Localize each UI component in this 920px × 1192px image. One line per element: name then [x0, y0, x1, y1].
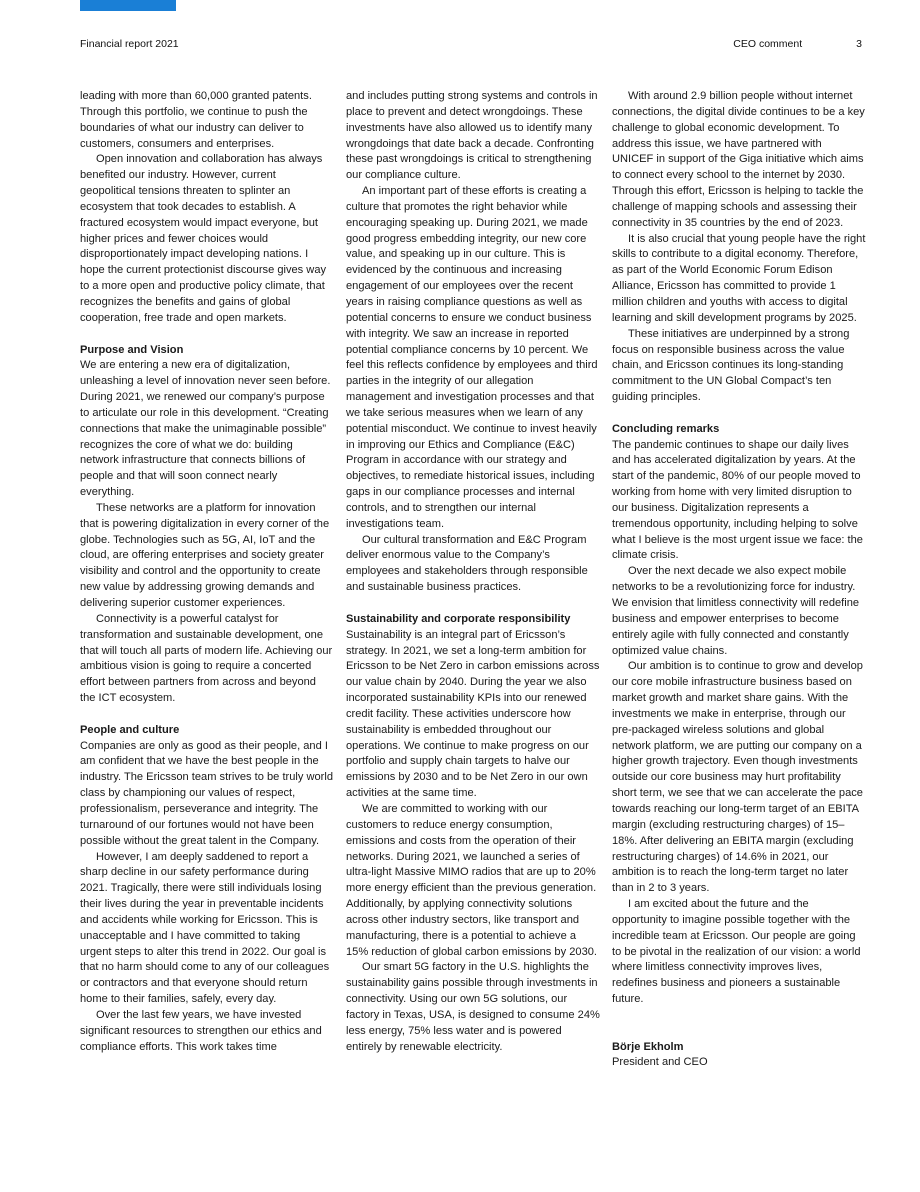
paragraph: Sustainability is an integral part of Ericsson’s strategy. In 2021, we set a long-term ambition for Ericsson to be Net Zero in carbon emissions across our value chain by 2040. During the year we also incorporated sustainability KPIs into our renewed credit facility. These activities underscore how sustainability is embedded throughout our operations. We continue to make progress on our portfolio and supply chain targets to halve our emissions by 2030 and to be Net Zero in our own activities at the same time.: [346, 628, 600, 800]
report-title: Financial report 2021: [80, 38, 179, 50]
paragraph: We are entering a new era of digitalization, unleashing a level of innovation never seen before. During 2021, we renewed our company’s purpose to articulate our role in this development. “Creating connections that make the unimaginable possible” recognizes the core of what we do: building network infrastructure that connects billions of people and that will soon connect nearly everything.: [80, 359, 331, 499]
paragraph: Connectivity is a powerful catalyst for transformation and sustainable development, one that will touch all parts of modern life. Achieving our ambitious vision is going to require a concerted effort between partners from across and beyond the ICT ecosystem.: [80, 612, 333, 705]
paragraph: Our cultural transformation and E&C Program deliver enormous value to the Company’s employees and stakeholders through responsible and sustainable business practices.: [346, 533, 588, 594]
paragraph: Open innovation and collaboration has always benefited our industry. However, current geopolitical tensions threaten to splinter an ecosystem that took decades to establish. A fractured ecosystem would impact everyone, but higher prices and fewer choices would disproportionately impact developing nations. I hope the current protectionist discourse gives way to a more open and productive policy climate, that recognizes the benefits and gains of global cooperation, free trade and open markets.: [80, 153, 327, 324]
section-heading-purpose: Purpose and Vision: [80, 343, 184, 356]
column-3: [612, 89, 866, 1071]
paragraph: These networks are a platform for innovation that is powering digitalization in every corner of the globe. Technologies such as 5G, AI, IoT and the cloud, are offering enterprises and society greater visibility and control and the opportunity to create new value by addressing growing demands and delivering superior customer experiences.: [80, 501, 330, 609]
section-heading-sustainability: Sustainability and corporate responsibility: [346, 612, 571, 625]
paragraph: Companies are only as good as their people, and I am confident that we have the best people in the industry. The Ericsson team strives to be truly world class by championing our values of respect, professionalism, perseverance and integrity. The turnaround of our fortunes would not have been possible without the great talent in the Company.: [80, 739, 333, 847]
page-number: 3: [856, 38, 862, 50]
section-header: [733, 38, 862, 50]
signatory-name: Börje Ekholm: [612, 1040, 684, 1053]
paragraph: Over the last few years, we have invested significant resources to strengthen our ethics and compliance efforts. This work takes time: [80, 1008, 322, 1053]
paragraph: The pandemic continues to shape our daily lives and has accelerated digitalization by years. At the start of the pandemic, 80% of our people moved to working from home with very limited disruption to our business. Digitalization represents a tremendous opportunity, including helping to solve what I believe is the most urgent issue we face: the climate crisis.: [612, 438, 863, 562]
paragraph: Our ambition is to continue to grow and develop our core mobile infrastructure business based on market growth and market share gains. With the investments we make in enterprise, through our pre-packaged wireless solutions and global network platform, we are putting our company on a higher growth trajectory. Even though investments outside our core business may hurt profitability short term, we see that we can accelerate the pace towards reaching our long-term target of an EBITA margin (excluding restructuring charges) of 15–18%. After delivering an EBITA margin (excluding restructuring charges) of 14.6% in 2021, our ambition is to reach the long-term target no later than in 2 to 3 years.: [612, 660, 863, 895]
paragraph: We are committed to working with our customers to reduce energy consumption, emissions and costs from the operation of their networks. During 2021, we launched a series of ultra-light Massive MIMO radios that are up to 20% more energy efficient than the previous generation. Additionally, by applying connectivity solutions across other industry sectors, like transport and manufacturing, there is a potential to achieve a 15% reduction of global carbon emissions by 2030.: [346, 802, 597, 958]
section-heading-people: People and culture: [80, 723, 180, 736]
column-2: [346, 89, 600, 1055]
paragraph: It is also crucial that young people have the right skills to contribute to a digital economy. Therefore, as part of the World Economic Forum Edison Alliance, Ericsson has committed to provide 1 million children and youths with access to digital learning and skill development programs by 2025.: [612, 232, 866, 324]
paragraph: Our smart 5G factory in the U.S. highlights the sustainability gains possible through investments in connectivity. Using our own 5G solutions, our factory in Texas, USA, is designed to consume 24% less energy, 75% less water and is powered entirely by renewable electricity.: [346, 961, 600, 1053]
paragraph: An important part of these efforts is creating a culture that promotes the right behavior while encouraging speaking up. During 2021, we made good progress embedding integrity, our new core value, and speaking up in our culture. This is evidenced by the continuous and increasing engagement of our employees over the recent years in raising compliance questions as well as potential concerns to ensure we conduct business with integrity. We saw an increase in reported potential compliance concerns by 10 percent. We feel this reflects confidence by employees and third parties in the integrity of our allegation management and investigation processes and that we take serious measures when we learn of any potential misconduct. We continue to invest heavily in improving our Ethics and Compliance (E&C) Program in accordance with our strategy and objectives, to remediate historical issues, including gaps in our compliance processes and internal controls, and to strengthen our internal investigations team.: [346, 185, 598, 530]
paragraph: With around 2.9 billion people without internet connections, the digital divide continues to be a key challenge to global economic development. To address this issue, we have partnered with UNICEF in support of the Giga initiative which aims to connect every school to the internet by 2030. Through this effort, Ericsson is helping to tackle the challenge of mapping schools and assessing their connectivity in 35 countries by the end of 2023.: [612, 90, 865, 229]
accent-bar: [80, 0, 176, 11]
paragraph: leading with more than 60,000 granted patents. Through this portfolio, we continue to push the boundaries of what our industry can deliver to customers, consumers and enterprises.: [80, 90, 312, 150]
paragraph: and includes putting strong systems and controls in place to prevent and detect wrongdoings. These investments have also allowed us to identify many wrongdoings that date back a decade. Confronting these past wrongdoings is critical to strengthening our compliance culture.: [346, 90, 598, 182]
paragraph: These initiatives are underpinned by a strong focus on responsible business across the value chain, and Ericsson continues its long-standing commitment to the UN Global Compact’s ten guiding principles.: [612, 327, 850, 404]
signatory-title: President and CEO: [612, 1056, 708, 1069]
section-name: CEO comment: [733, 38, 803, 50]
paragraph: I am excited about the future and the opportunity to imagine possible together with the incredible team at Ericsson. Our people are going to be pivotal in the realization of our vision: a world where limitless connectivity improves lives, redefines business and pioneers a sustainable future.: [612, 898, 861, 1006]
section-heading-concluding: Concluding remarks: [612, 422, 720, 435]
paragraph: However, I am deeply saddened to report a sharp decline in our safety performance during 2021. Tragically, there were still individuals losing their lives during the year in preventable incidents and accidents while working for Ericsson. This is unacceptable and I have committed to taking urgent steps to alter this trend in 2022. Our goal is that no harm should come to any of our colleagues or contractors and that everyone should return home to their families, safely, every day.: [80, 850, 330, 1006]
column-1: [80, 89, 334, 1055]
paragraph: Over the next decade we also expect mobile networks to be a revolutionizing force for industry. We envision that limitless connectivity will redefine business and empower enterprises to become entirely agile with fully connected and constantly optimized value chains.: [612, 565, 860, 657]
signature-block: [612, 1040, 866, 1072]
